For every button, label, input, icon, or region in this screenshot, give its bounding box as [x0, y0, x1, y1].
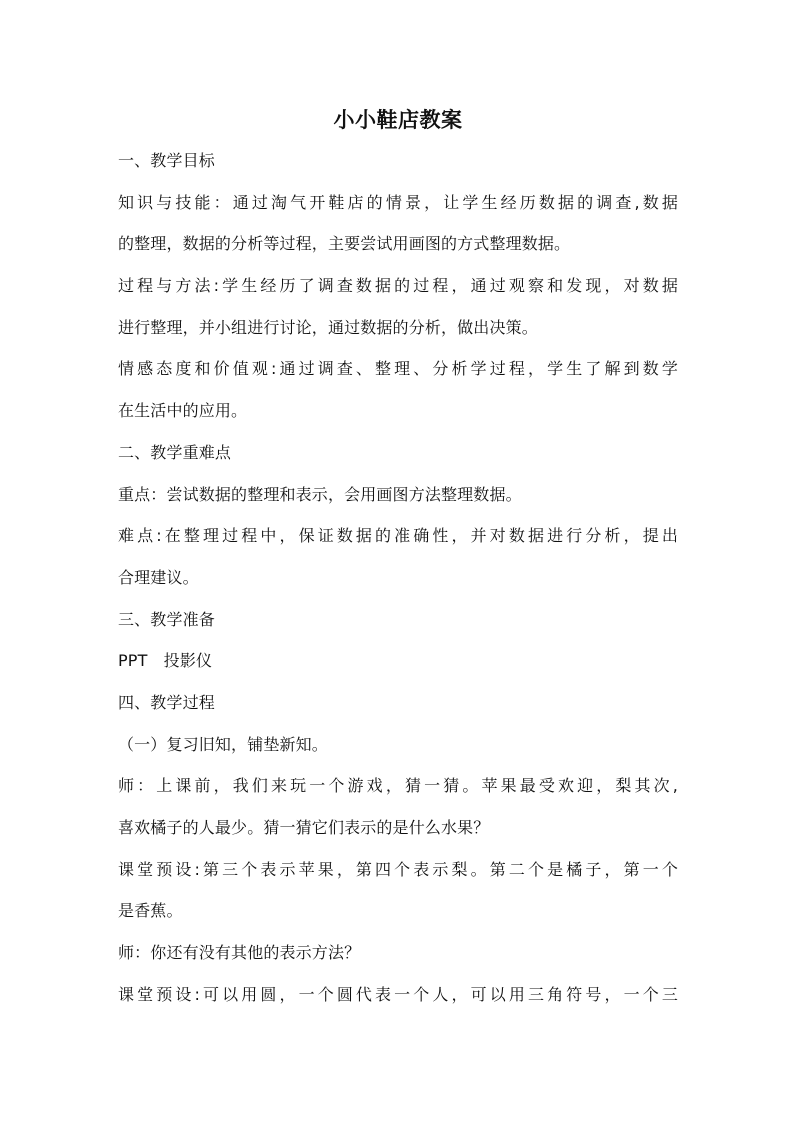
paragraph-line: PPT 投影仪: [118, 651, 213, 671]
paragraph-line: 难点:在整理过程中，保证数据的准确性，并对数据进行分析，提出: [118, 526, 678, 546]
paragraph-line: 的整理，数据的分析等过程，主要尝试用画图的方式整理数据。: [118, 234, 571, 254]
paragraph-line: 师：上课前，我们来玩一个游戏，猜一猜。苹果最受欢迎，梨其次,: [118, 776, 678, 796]
document-title: 小小鞋店教案: [333, 107, 463, 132]
section-heading-key-points: 二、教学重难点: [118, 442, 232, 462]
paragraph-line: 进行整理，并小组进行讨论，通过数据的分析，做出决策。: [118, 317, 538, 337]
document-content: [118, 100, 678, 1015]
paragraph-line: 喜欢橘子的人最少。猜一猜它们表示的是什么水果？: [118, 818, 490, 837]
section-heading-process: 四、教学过程: [118, 692, 215, 712]
subsection-heading: （一）复习旧知，铺垫新知。: [118, 734, 328, 754]
paragraph-line: 过程与方法:学生经历了调查数据的过程，通过观察和发现，对数据: [118, 276, 678, 296]
paragraph-line: 在生活中的应用。: [118, 401, 248, 421]
paragraph-line: 情感态度和价值观:通过调查、整理、分析学过程，学生了解到数学: [118, 359, 678, 379]
paragraph-line: 师：你还有没有其他的表示方法？: [118, 943, 361, 963]
paragraph-line: 是香蕉。: [118, 901, 183, 921]
paragraph-line: 重点：尝试数据的整理和表示，会用画图方法整理数据。: [118, 484, 522, 504]
paragraph-line: 课堂预设:可以用圆，一个圆代表一个人，可以用三角符号，一个三: [118, 984, 678, 1004]
section-heading-preparation: 三、教学准备: [118, 609, 215, 629]
paragraph-line: 知识与技能：通过淘气开鞋店的情景，让学生经历数据的调查,数据: [118, 192, 678, 212]
paragraph-line: 合理建议。: [118, 567, 199, 587]
paragraph-line: 课堂预设:第三个表示苹果，第四个表示梨。第二个是橘子，第一个: [118, 859, 678, 879]
section-heading-objectives: 一、教学目标: [118, 151, 215, 170]
